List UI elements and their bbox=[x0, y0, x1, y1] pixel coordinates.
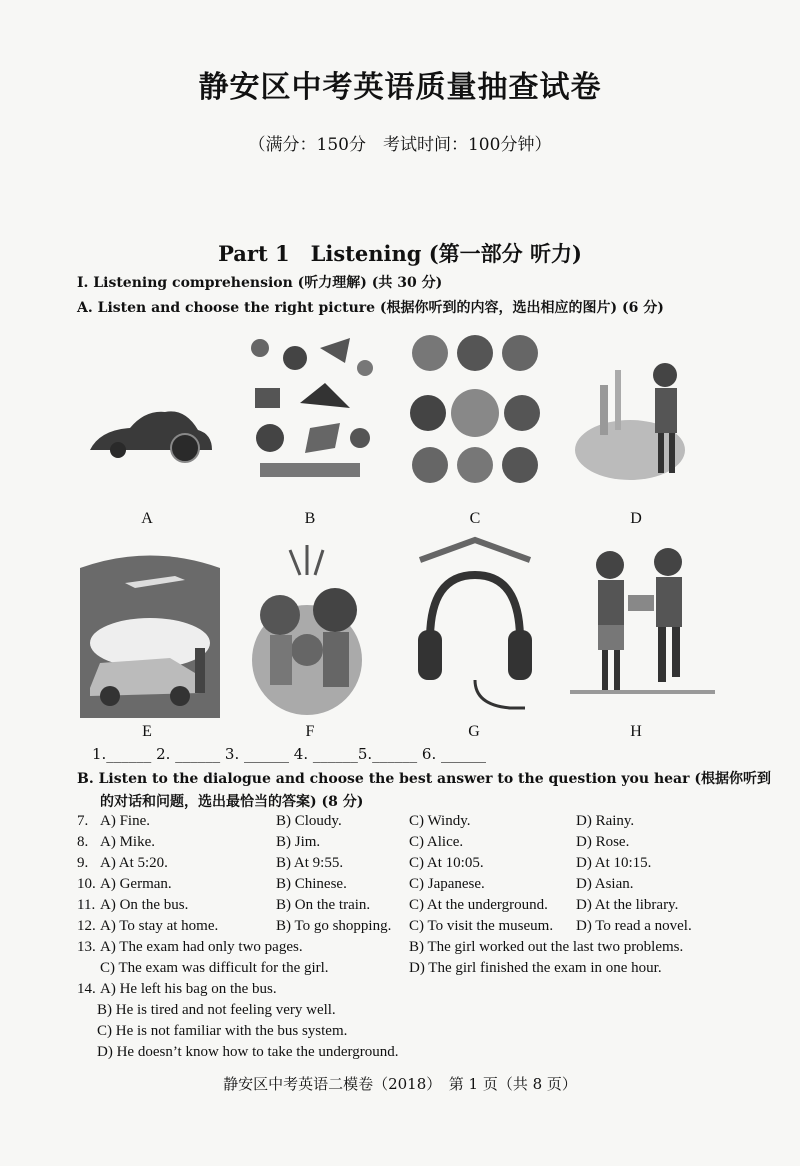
question-12-option-c: C) To visit the museum. bbox=[409, 918, 554, 934]
question-9-option-a: A) At 5:20. bbox=[100, 855, 168, 871]
question-13-number: 13. bbox=[77, 939, 96, 955]
question-7-option-a: A) Fine. bbox=[100, 813, 150, 829]
page-footer: 静安区中考英语二模卷（2018） 第 1 页（共 8 页） bbox=[223, 1075, 577, 1093]
taxi-airport-icon bbox=[75, 548, 225, 718]
section-a-heading: A. Listen and choose the right picture (根据你听到的内容，选出相应的图片) (6 分) bbox=[77, 300, 664, 316]
picture-e-letter: E bbox=[142, 723, 152, 740]
question-11-number: 11. bbox=[77, 897, 96, 913]
headphones-icon bbox=[400, 530, 550, 720]
exam-title: 静安区中考英语质量抽查试卷 bbox=[198, 70, 602, 105]
beach-items-icon bbox=[240, 328, 380, 488]
question-10-number: 10. bbox=[77, 876, 96, 892]
picture-h-letter: H bbox=[630, 723, 642, 740]
girl-travel-icon bbox=[570, 330, 710, 485]
question-8-option-a: A) Mike. bbox=[100, 834, 155, 850]
exam-subtitle: （满分：150分 考试时间：100分钟） bbox=[248, 135, 552, 155]
question-10-option-a: A) German. bbox=[100, 876, 172, 892]
people-faces-icon bbox=[400, 325, 550, 490]
question-7-option-d: D) Rainy. bbox=[576, 813, 635, 829]
question-9-option-c: C) At 10:05. bbox=[409, 855, 484, 871]
section-b-heading-line2: 的对话和问题，选出最恰当的答案) (8 分) bbox=[100, 794, 364, 810]
question-14-option-a: A) He left his bag on the bus. bbox=[100, 981, 277, 997]
picture-d-letter: D bbox=[630, 510, 642, 527]
section-i-heading: I. Listening comprehension (听力理解) (共 30 分) bbox=[77, 275, 443, 291]
question-14-number: 14. bbox=[77, 981, 96, 997]
question-12-option-b: B) To go shopping. bbox=[276, 918, 392, 934]
question-7-number: 7. bbox=[77, 813, 89, 829]
picture-b bbox=[240, 328, 380, 488]
question-14-option-c: C) He is not familiar with the bus system. bbox=[97, 1023, 348, 1039]
picture-e bbox=[75, 548, 225, 718]
picture-a-letter: A bbox=[141, 510, 153, 527]
question-14-option-b: B) He is tired and not feeling very well. bbox=[97, 1002, 336, 1018]
question-8-option-c: C) Alice. bbox=[409, 834, 464, 850]
question-10-option-b: B) Chinese. bbox=[276, 876, 347, 892]
question-11-option-a: A) On the bus. bbox=[100, 897, 189, 913]
question-8-option-d: D) Rose. bbox=[576, 834, 630, 850]
question-12-option-d: D) To read a novel. bbox=[576, 918, 692, 934]
question-13-option-c: C) The exam was difficult for the girl. bbox=[100, 960, 329, 976]
question-13-option-a: A) The exam had only two pages. bbox=[100, 939, 303, 955]
question-13-option-b: B) The girl worked out the last two problems. bbox=[409, 939, 684, 955]
question-7-option-b: B) Cloudy. bbox=[276, 813, 342, 829]
answer-blanks: 1.______ 2. ______ 3. ______ 4. ______5.______ 6. ______ bbox=[92, 745, 487, 763]
question-11-option-c: C) At the underground. bbox=[409, 897, 548, 913]
picture-f bbox=[245, 540, 370, 720]
question-14-option-d: D) He doesn’t know how to take the underground. bbox=[97, 1044, 399, 1060]
question-11-option-b: B) On the train. bbox=[276, 897, 371, 913]
part-heading: Part 1 Listening (第一部分 听力) bbox=[218, 241, 582, 266]
picture-d bbox=[570, 330, 710, 485]
question-9-number: 9. bbox=[77, 855, 89, 871]
picture-a bbox=[80, 330, 220, 500]
question-10-option-c: C) Japanese. bbox=[409, 876, 485, 892]
question-11-option-d: D) At the library. bbox=[576, 897, 679, 913]
picture-b-letter: B bbox=[304, 510, 316, 527]
picture-g bbox=[400, 530, 550, 720]
picture-h bbox=[570, 540, 715, 705]
question-7-option-c: C) Windy. bbox=[409, 813, 471, 829]
picture-c-letter: C bbox=[469, 510, 481, 527]
question-13-option-d: D) The girl finished the exam in one hour. bbox=[409, 960, 662, 976]
car-icon bbox=[80, 330, 220, 500]
picture-g-letter: G bbox=[468, 723, 480, 740]
section-b-heading-line1: B. Listen to the dialogue and choose the best answer to the question you hear (根据你听到 bbox=[77, 771, 771, 787]
question-9-option-b: B) At 9:55. bbox=[276, 855, 344, 871]
question-12-option-a: A) To stay at home. bbox=[100, 918, 219, 934]
question-10-option-d: D) Asian. bbox=[576, 876, 634, 892]
family-icon bbox=[245, 540, 370, 720]
question-9-option-d: D) At 10:15. bbox=[576, 855, 652, 871]
picture-f-letter: F bbox=[305, 723, 315, 740]
picture-c bbox=[400, 325, 550, 490]
question-8-number: 8. bbox=[77, 834, 89, 850]
question-12-number: 12. bbox=[77, 918, 96, 934]
students-icon bbox=[570, 540, 715, 705]
question-8-option-b: B) Jim. bbox=[276, 834, 321, 850]
